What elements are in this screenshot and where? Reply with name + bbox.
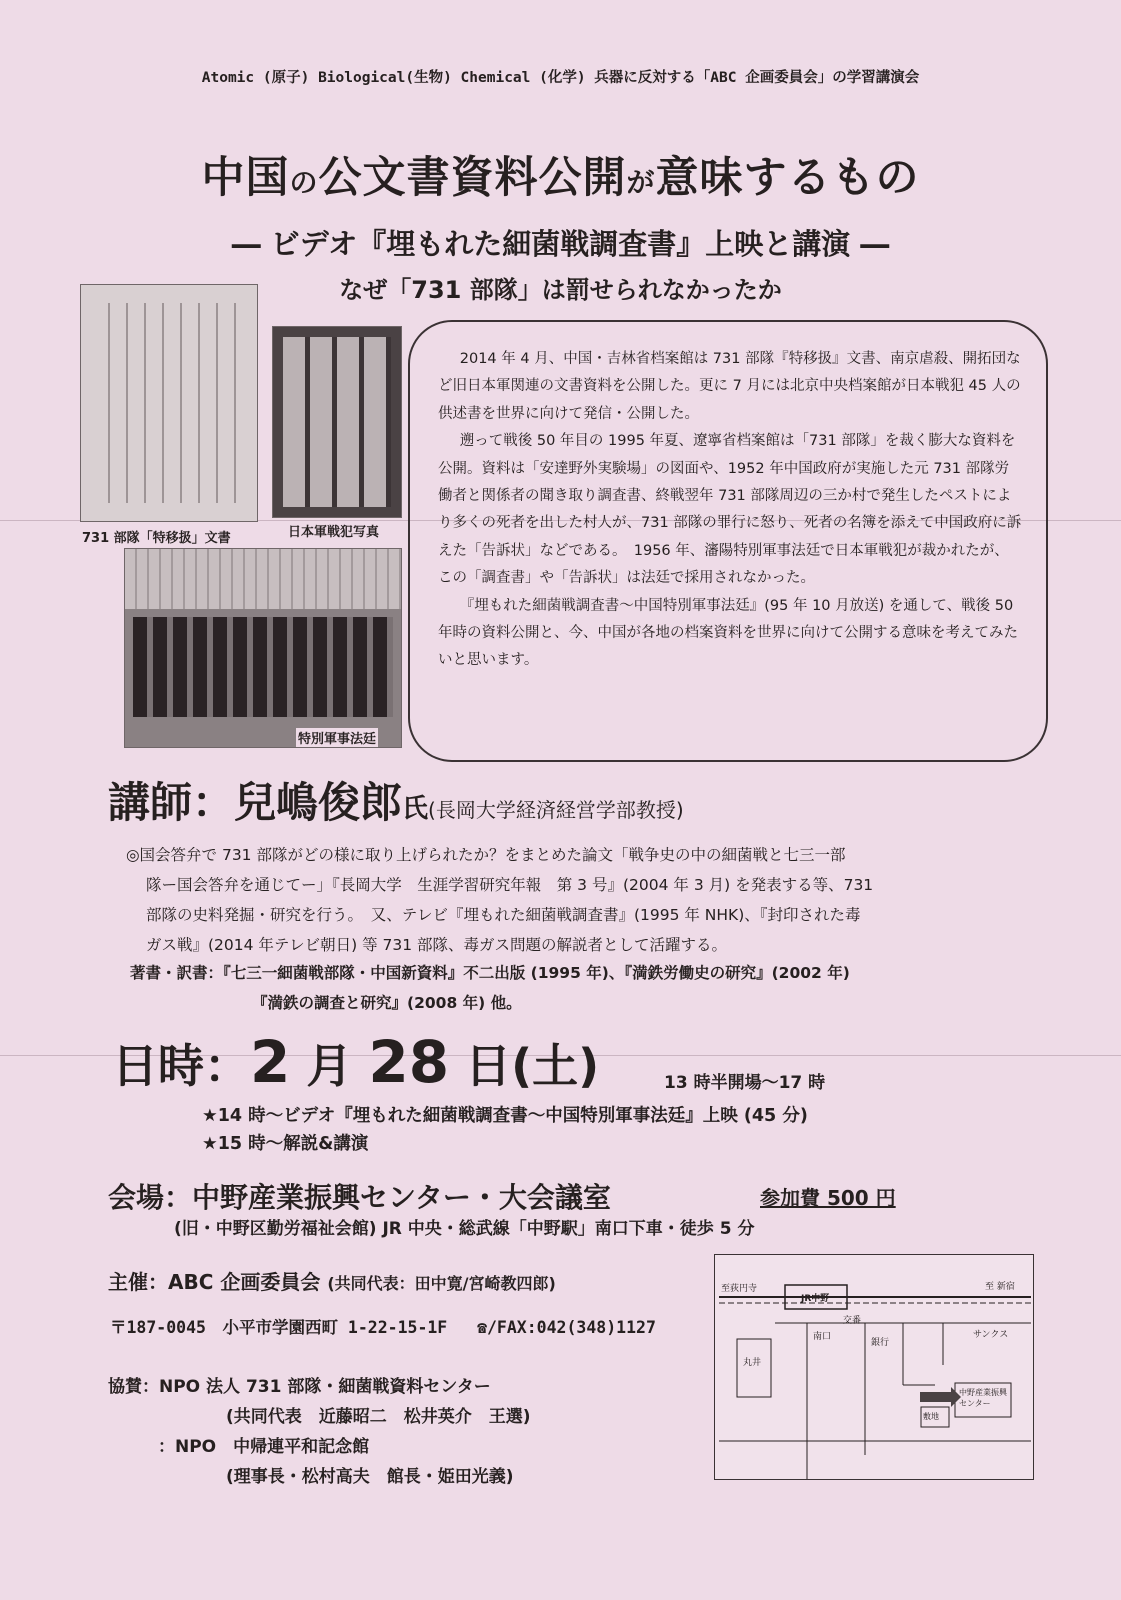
event-time: 13 時半開場～17 時 bbox=[664, 1073, 826, 1093]
map-label-east: 至 新宿 bbox=[985, 1282, 1015, 1292]
map-label-sunkus: サンクス bbox=[973, 1330, 1009, 1340]
map-label-bank: 銀行 bbox=[871, 1338, 890, 1348]
access-map bbox=[714, 1254, 1034, 1480]
participation-fee: 参加費 500 円 bbox=[760, 1186, 896, 1210]
organizer-reps: (共同代表：田中寛/宮崎教四郎) bbox=[327, 1274, 556, 1293]
header-tagline: Atomic (原子) Biological(生物) Chemical (化学) 兵器に反対する「ABC 企画委員会」の学習講演会 bbox=[201, 70, 920, 86]
cosponsors bbox=[108, 1372, 531, 1492]
event-date bbox=[112, 1028, 599, 1096]
books-line: 『満鉄の調査と研究』(2008 年) 他。 bbox=[252, 994, 522, 1012]
bio-line: 部隊の史料発掘・研究を行う。 又、テレビ『埋もれた細菌戦調査書』(1995 年 NHK)、『封印された毒 bbox=[146, 906, 861, 924]
cosponsor-line: (共同代表 近藤昭二 松井英介 王選) bbox=[226, 1407, 531, 1427]
summary-paragraph: 遡って戦後 50 年目の 1995 年夏、遼寧省档案館は「731 部隊」を裁く膨大な資料を公開。資料は「安達野外実験場」の図面や、1952 年中国政府が実施した元 731 部隊労働者と関係者の聞き取り調査書、終戦翌年 731 部隊周辺の三か村で発生したペストにより多くの死者を出した村人が、731 部隊の罪行に怒り、死者の名簿を添えて中国政府に訴えた「告訴状」などである。 1956 年、瀋陽特別軍事法廷で日本軍戦犯が裁かれたが、この「調査書」や「告訴状」は法廷で採用されなかった。 bbox=[438, 433, 1022, 587]
venue-access-note: (旧・中野区勤労福祉会館) JR 中央・総武線「中野駅」南口下車・徒歩 5 分 bbox=[174, 1219, 755, 1239]
speaker-bio bbox=[126, 840, 1022, 960]
date-day: 28 bbox=[368, 1028, 450, 1096]
bio-line: ◎国会答弁で 731 部隊がどの様に取り上げられたか？をまとめた論文「戦争史の中の細菌戦と七三一部 bbox=[126, 846, 846, 864]
date-month: 2 bbox=[250, 1028, 291, 1096]
wall-photo-caption: 日本軍戦犯写真 bbox=[288, 525, 380, 540]
books-line: 著書・訳書：『七三一細菌戦部隊・中国新資料』不二出版 (1995 年)、『満鉄労働史の研究』(2002 年) bbox=[130, 964, 850, 982]
bio-line: ガス戦』(2014 年テレビ朝日) 等 731 部隊、毒ガス問題の解説者として活躍する。 bbox=[146, 936, 728, 954]
speaker-name: 講師：兒嶋俊郎 bbox=[108, 778, 403, 827]
map-label-venue: 中野産業振興センター bbox=[959, 1388, 1007, 1408]
date-day-unit: 日(土) bbox=[465, 1039, 600, 1093]
organizer-contact bbox=[110, 1314, 656, 1338]
map-label-south-exit: 南口 bbox=[813, 1332, 832, 1342]
summary-paragraph: 『埋もれた細菌戦調査書～中国特別軍事法廷』(95 年 10 月放送) を通して、戦後 50 年時の資料公開と、今、中国が各地の档案資料を世界に向けて公開する意味を考えてみたいと思います。 bbox=[438, 597, 1018, 669]
military-tribunal-photo bbox=[124, 548, 402, 748]
summary-text bbox=[438, 346, 1023, 675]
page-title bbox=[0, 144, 1121, 205]
tribunal-photo-caption: 特別軍事法廷 bbox=[296, 728, 378, 747]
map-label-koban: 交番 bbox=[843, 1316, 862, 1326]
postal-address: 〒187-0045 小平市学園西町 1-22-15-1F bbox=[110, 1318, 448, 1337]
cosponsor-line: 協賛：NPO 法人 731 部隊・細菌戦資料センター bbox=[108, 1377, 491, 1397]
title-part-2: 公文書資料公開 bbox=[318, 153, 627, 203]
summary-paragraph: 2014 年 4 月、中国・吉林省档案館は 731 部隊『特移扱』文書、南京虐殺、開拓団など旧日本軍関連の文書資料を公開した。更に 7 月には北京中央档案館が日本戦犯 45 人の供述書を世界に向けて発信・公開した。 bbox=[438, 351, 1021, 422]
organizer-name: 主催：ABC 企画委員会 bbox=[108, 1270, 321, 1294]
bio-line: 隊ー国会答弁を通じてー」『長岡大学 生涯学習研究年報 第 3 号』(2004 年 3 月) を発表する等、731 bbox=[146, 876, 874, 894]
map-label-marui: 丸井 bbox=[743, 1358, 762, 1368]
date-month-unit: 月 bbox=[306, 1039, 353, 1093]
subtitle: ― ビデオ『埋もれた細菌戦調査書』上映と講演 ― bbox=[231, 227, 890, 261]
event-schedule bbox=[202, 1102, 808, 1158]
map-label-west: 至荻円寺 bbox=[721, 1284, 758, 1294]
speaker-heading bbox=[108, 770, 684, 830]
document-photo-caption: 731 部隊「特移扱」文書 bbox=[82, 531, 231, 546]
map-label-school: 敷地 bbox=[923, 1412, 939, 1421]
war-criminal-photos-wall bbox=[272, 326, 402, 518]
title-part-1: 中国 bbox=[201, 153, 290, 203]
speaker-books bbox=[130, 958, 1010, 1018]
phone-fax: ☎/FAX:042(348)1127 bbox=[477, 1318, 656, 1337]
venue-label: 会場：中野産業振興センター・大会議室 bbox=[108, 1181, 611, 1214]
organizer bbox=[108, 1266, 556, 1295]
cosponsor-line: (理事長・松村高夫 館長・姫田光義) bbox=[226, 1467, 514, 1487]
speaker-affiliation: (長岡大学経済経営学部教授) bbox=[428, 798, 684, 822]
schedule-item: ★14 時～ビデオ『埋もれた細菌戦調査書～中国特別軍事法廷』上映 (45 分) bbox=[202, 1106, 808, 1126]
title-particle-no: の bbox=[289, 166, 319, 199]
document-photo bbox=[80, 284, 258, 522]
title-particle-ga: が bbox=[626, 166, 656, 199]
cosponsor-line: ：NPO 中帰連平和記念館 bbox=[158, 1437, 370, 1457]
title-part-3: 意味するもの bbox=[655, 153, 920, 203]
map-label-station: JR中野 bbox=[801, 1294, 830, 1304]
schedule-item: ★15 時～解説&講演 bbox=[202, 1134, 369, 1154]
speaker-honorific: 氏 bbox=[402, 794, 429, 824]
subtitle-question: なぜ「731 部隊」は罰せられなかったか bbox=[339, 276, 782, 304]
date-label: 日時： bbox=[112, 1039, 250, 1093]
